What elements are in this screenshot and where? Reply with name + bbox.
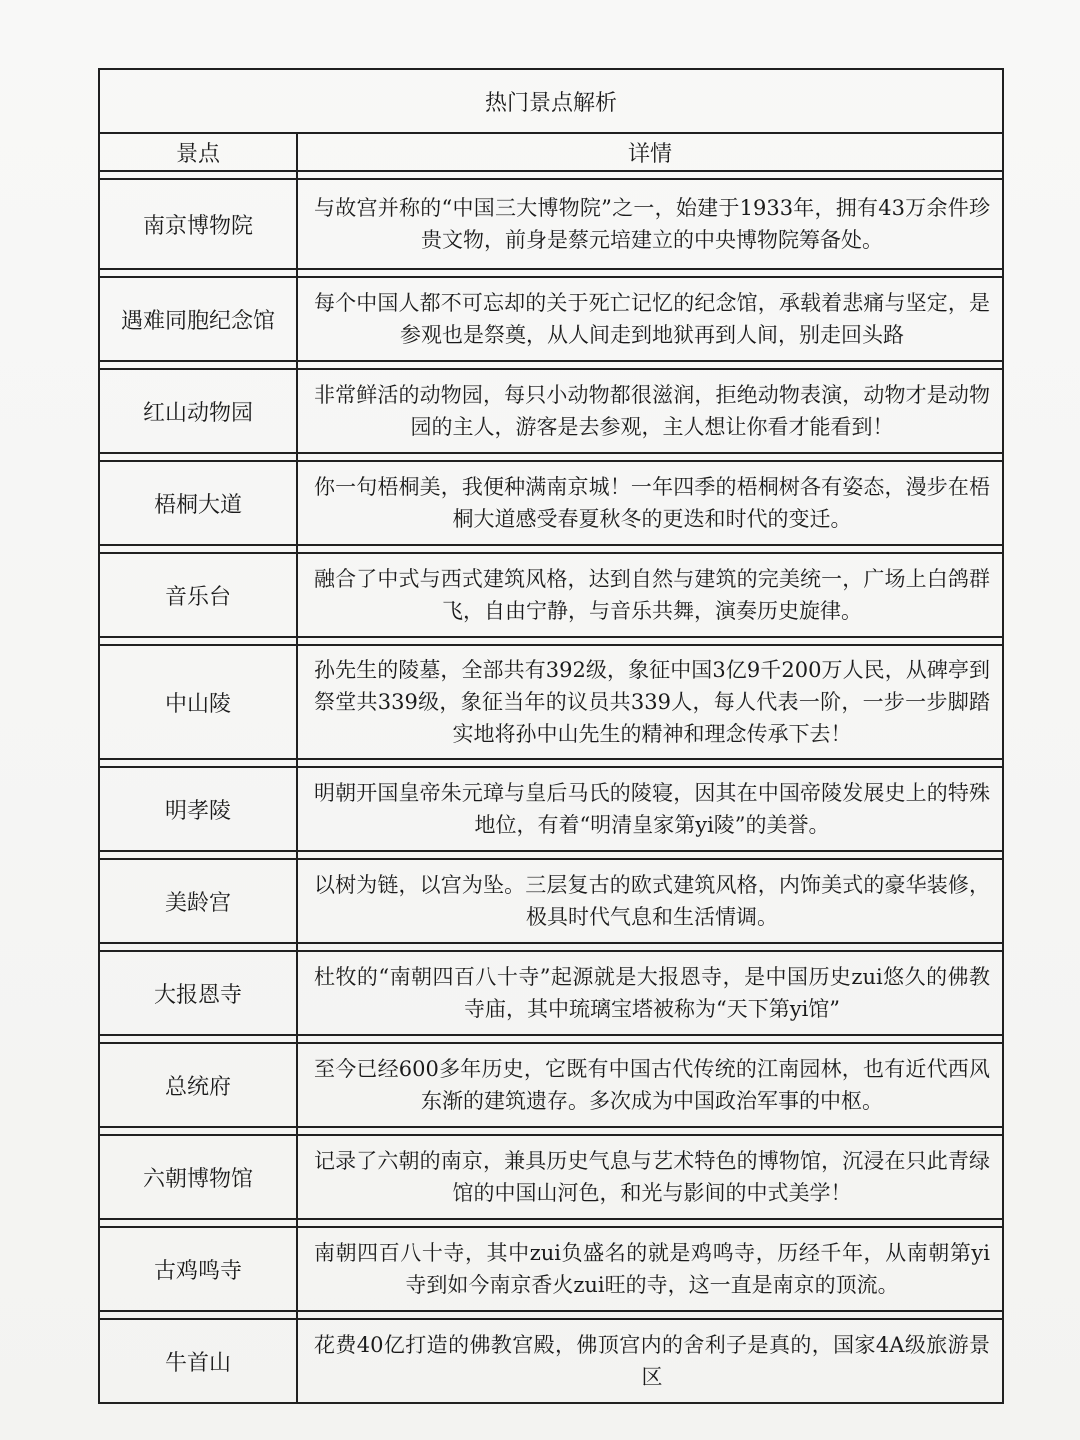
spot-name: 遇难同胞纪念馆 xyxy=(99,277,297,361)
spot-detail: 记录了六朝的南京，兼具历史气息与艺术特色的博物馆，沉浸在只此青绿馆的中国山河色，和光与影间的中式美学！ xyxy=(297,1135,1003,1219)
gap-right xyxy=(297,1127,1003,1135)
gap-right xyxy=(297,851,1003,859)
table-row xyxy=(99,1319,1003,1403)
table-row xyxy=(99,1227,1003,1311)
gap-left xyxy=(99,637,297,645)
row-gap xyxy=(99,759,1003,767)
spot-name: 六朝博物馆 xyxy=(99,1135,297,1219)
spot-detail: 融合了中式与西式建筑风格，达到自然与建筑的完美统一，广场上白鸽群飞，自由宁静，与音乐共舞，演奏历史旋律。 xyxy=(297,553,1003,637)
table-row xyxy=(99,553,1003,637)
table-row xyxy=(99,645,1003,759)
spot-name: 古鸡鸣寺 xyxy=(99,1227,297,1311)
table-row xyxy=(99,277,1003,361)
spot-detail: 明朝开国皇帝朱元璋与皇后马氏的陵寝，因其在中国帝陵发展史上的特殊地位，有着“明清皇家第yi陵”的美誉。 xyxy=(297,767,1003,851)
spot-detail: 以树为链，以宫为坠。三层复古的欧式建筑风格，内饰美式的豪华装修，极具时代气息和生活情调。 xyxy=(297,859,1003,943)
spot-detail: 花费40亿打造的佛教宫殿，佛顶宫内的舍利子是真的，国家4A级旅游景区 xyxy=(297,1319,1003,1403)
gap-right xyxy=(297,759,1003,767)
header-row xyxy=(99,133,1003,171)
spot-detail: 非常鲜活的动物园，每只小动物都很滋润，拒绝动物表演，动物才是动物园的主人，游客是去参观，主人想让你看才能看到！ xyxy=(297,369,1003,453)
table-row xyxy=(99,369,1003,453)
attractions-table xyxy=(98,68,1004,1404)
spot-name: 总统府 xyxy=(99,1043,297,1127)
table-row xyxy=(99,767,1003,851)
table-row xyxy=(99,1043,1003,1127)
row-gap xyxy=(99,1311,1003,1319)
table-title: 热门景点解析 xyxy=(99,69,1003,133)
gap-right xyxy=(297,637,1003,645)
spot-detail: 每个中国人都不可忘却的关于死亡记忆的纪念馆，承载着悲痛与坚定，是参观也是祭奠，从人间走到地狱再到人间，别走回头路 xyxy=(297,277,1003,361)
gap-left xyxy=(99,361,297,369)
row-gap xyxy=(99,851,1003,859)
spot-name: 梧桐大道 xyxy=(99,461,297,545)
header-spot: 景点 xyxy=(99,133,297,171)
spot-detail: 孙先生的陵墓，全部共有392级，象征中国3亿9千200万人民，从碑亭到祭堂共339级，象征当年的议员共339人，每人代表一阶，一步一步脚踏实地将孙中山先生的精神和理念传承下去！ xyxy=(297,645,1003,759)
spot-detail: 至今已经600多年历史，它既有中国古代传统的江南园林，也有近代西风东渐的建筑遗存。多次成为中国政治军事的中枢。 xyxy=(297,1043,1003,1127)
row-gap xyxy=(99,453,1003,461)
spot-name: 南京博物院 xyxy=(99,179,297,269)
table-row xyxy=(99,179,1003,269)
gap-left xyxy=(99,1127,297,1135)
row-gap xyxy=(99,269,1003,277)
row-gap xyxy=(99,545,1003,553)
header-gap xyxy=(99,171,1003,179)
spot-name: 美龄宫 xyxy=(99,859,297,943)
gap-left xyxy=(99,1311,297,1319)
row-gap xyxy=(99,1035,1003,1043)
gap-right xyxy=(297,545,1003,553)
gap-right xyxy=(297,1311,1003,1319)
table-row xyxy=(99,1135,1003,1219)
header-detail: 详情 xyxy=(297,133,1003,171)
table-row xyxy=(99,859,1003,943)
gap-left xyxy=(99,1219,297,1227)
spot-detail: 你一句梧桐美，我便种满南京城！一年四季的梧桐树各有姿态，漫步在梧桐大道感受春夏秋冬的更迭和时代的变迁。 xyxy=(297,461,1003,545)
spot-name: 牛首山 xyxy=(99,1319,297,1403)
header-gap-left xyxy=(99,171,297,179)
gap-right xyxy=(297,453,1003,461)
row-gap xyxy=(99,1127,1003,1135)
gap-left xyxy=(99,1035,297,1043)
table-row xyxy=(99,461,1003,545)
header-gap-right xyxy=(297,171,1003,179)
gap-left xyxy=(99,943,297,951)
gap-right xyxy=(297,361,1003,369)
spot-name: 中山陵 xyxy=(99,645,297,759)
spot-name: 红山动物园 xyxy=(99,369,297,453)
gap-left xyxy=(99,851,297,859)
spot-name: 音乐台 xyxy=(99,553,297,637)
gap-left xyxy=(99,545,297,553)
row-gap xyxy=(99,943,1003,951)
gap-left xyxy=(99,453,297,461)
gap-left xyxy=(99,269,297,277)
row-gap xyxy=(99,637,1003,645)
row-gap xyxy=(99,1219,1003,1227)
spot-name: 明孝陵 xyxy=(99,767,297,851)
row-gap xyxy=(99,361,1003,369)
gap-right xyxy=(297,269,1003,277)
spot-detail: 杜牧的“南朝四百八十寺”起源就是大报恩寺，是中国历史zui悠久的佛教寺庙，其中琉璃宝塔被称为“天下第yi馆” xyxy=(297,951,1003,1035)
spot-detail: 南朝四百八十寺，其中zui负盛名的就是鸡鸣寺，历经千年，从南朝第yi寺到如今南京香火zui旺的寺，这一直是南京的顶流。 xyxy=(297,1227,1003,1311)
spot-name: 大报恩寺 xyxy=(99,951,297,1035)
gap-right xyxy=(297,943,1003,951)
title-row xyxy=(99,69,1003,133)
gap-right xyxy=(297,1219,1003,1227)
gap-right xyxy=(297,1035,1003,1043)
gap-left xyxy=(99,759,297,767)
table-row xyxy=(99,951,1003,1035)
spot-detail: 与故宫并称的“中国三大博物院”之一，始建于1933年，拥有43万余件珍贵文物，前身是蔡元培建立的中央博物院筹备处。 xyxy=(297,179,1003,269)
